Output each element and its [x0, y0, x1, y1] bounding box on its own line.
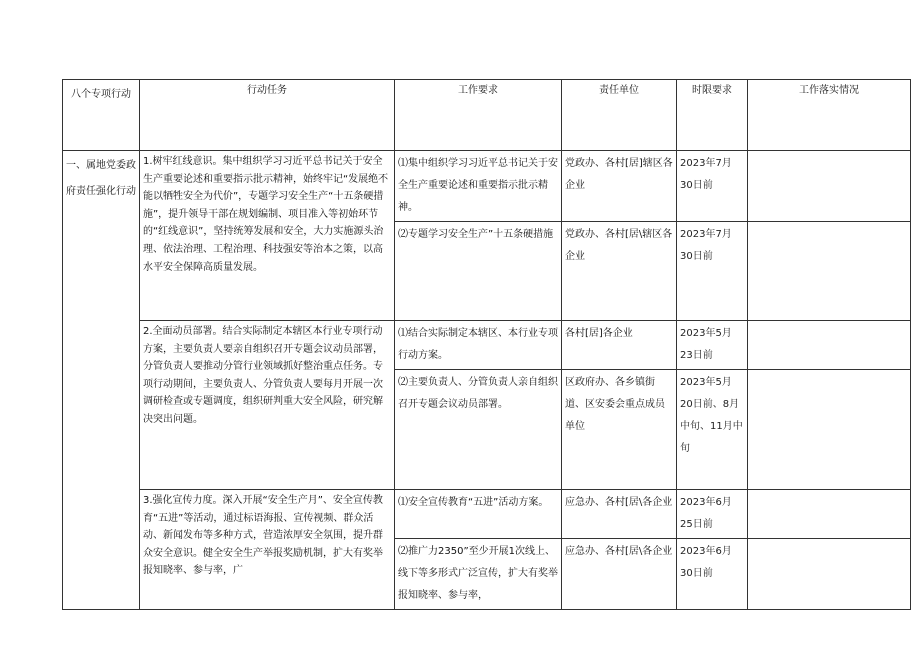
unit-cell: 区政府办、各乡镇街道、区安委会重点成员单位 — [562, 370, 677, 490]
table-row — [63, 151, 911, 222]
status-cell — [748, 539, 911, 610]
requirement-cell: ⑴安全宣传教育“五进”活动方案。 — [395, 490, 562, 539]
deadline-cell: 2023年7月30日前 — [677, 222, 748, 321]
deadline-cell: 2023年7月30日前 — [677, 151, 748, 222]
status-cell — [748, 321, 911, 370]
unit-cell: 各村[居]各企业 — [562, 321, 677, 370]
table-row — [63, 321, 911, 370]
action-plan-table — [62, 79, 911, 610]
status-cell — [748, 490, 911, 539]
header-category: 八个专项行动 — [63, 80, 140, 151]
task-cell-2: 2.全面动员部署。结合实际制定本辖区本行业专项行动方案，主要负责人要亲自组织召开专题会议动员部署，分管负责人要推动分管行业领域抓好整治重点任务。专项行动期间，主要负责人、分管负责人要每月开展一次调研检查或专题调度，组织研判重大安全风险，研究解决突出问题。 — [140, 321, 395, 490]
header-unit: 责任单位 — [562, 80, 677, 151]
table-row — [63, 490, 911, 539]
unit-cell: 党政办、各村[居\辖区各企业 — [562, 222, 677, 321]
deadline-cell: 2023年6月30日前 — [677, 539, 748, 610]
header-task: 行动任务 — [140, 80, 395, 151]
status-cell — [748, 222, 911, 321]
status-cell — [748, 370, 911, 490]
requirement-cell: ⑴集中组织学习习近平总书记关于安全生产重要论述和重要指示批示精神。 — [395, 151, 562, 222]
category-cell: 一、属地党委政府责任强化行动 — [63, 151, 140, 610]
requirement-cell: ⑴结合实际制定本辖区、本行业专项行动方案。 — [395, 321, 562, 370]
header-status: 工作落实情况 — [748, 80, 911, 151]
deadline-cell: 2023年5月20日前、8月中旬、11月中旬 — [677, 370, 748, 490]
header-deadline: 时限要求 — [677, 80, 748, 151]
unit-cell: 应急办、各村[居\各企业 — [562, 490, 677, 539]
requirement-cell: ⑵推广力2350”至少开展1次线上、线下等多形式广泛宣传，扩大有奖举报知晓率、参与率， — [395, 539, 562, 610]
status-cell — [748, 151, 911, 222]
task-cell-3: 3.强化宣传力度。深入开展“安全生产月”、安全宣传教育“五进”等活动，通过标语海报、宣传视频、群众活动、新闻发布等多种方式，营造浓厚安全氛围，提升群众安全意识。健全安全生产举报奖励机制，扩大有奖举报知晓率、参与率，广 — [140, 490, 395, 610]
task-cell-1: 1.树牢红线意识。集中组织学习习近平总书记关于安全生产重要论述和重要指示批示精神，始终牢记“发展绝不能以牺牲安全为代价”，专题学习安全生产“十五条硬措施”，提升领导干部在规划编制、项目准入等初始环节的“红线意识”，坚持统筹发展和安全，大力实施源头治理、依法治理、工程治理、科技强安等治本之策，以高水平安全保障高质量发展。 — [140, 151, 395, 321]
requirement-cell: ⑵专题学习安全生产”十五条硬措施 — [395, 222, 562, 321]
deadline-cell: 2023年6月25日前 — [677, 490, 748, 539]
unit-cell: 党政办、各村[居]辖区各企业 — [562, 151, 677, 222]
requirement-cell: ⑵主要负责人、分管负责人亲自组织召开专题会议动员部署。 — [395, 370, 562, 490]
unit-cell: 应急办、各村[居\各企业 — [562, 539, 677, 610]
header-row — [63, 80, 911, 151]
header-requirement: 工作要求 — [395, 80, 562, 151]
deadline-cell: 2023年5月23日前 — [677, 321, 748, 370]
